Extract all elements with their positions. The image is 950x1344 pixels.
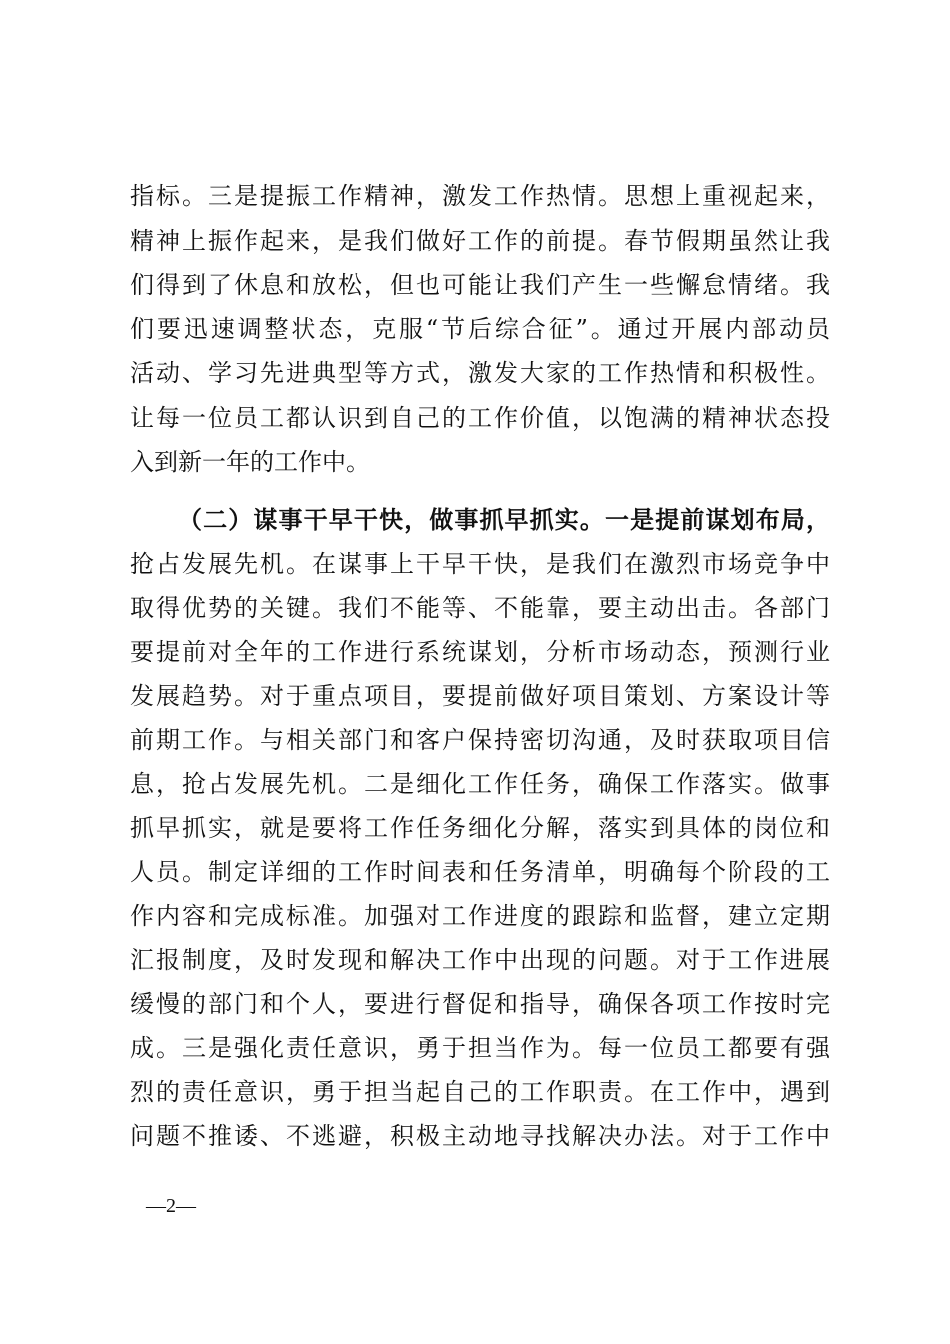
section-heading-line: （二）谋事干早干快，做事抓早抓实。一是提前谋划布局， [178,505,830,534]
body-line: 汇报制度，及时发现和解决工作中出现的问题。对于工作进展 [130,946,830,974]
body-line: 发展趋势。对于重点项目，要提前做好项目策划、方案设计等 [130,682,830,710]
body-line: 前期工作。与相关部门和客户保持密切沟通，及时获取项目信 [130,726,830,754]
body-line: 作内容和完成标准。加强对工作进度的跟踪和监督，建立定期 [130,902,830,930]
body-line: 指标。三是提振工作精神，激发工作热情。思想上重视起来， [130,182,830,210]
body-line: 要提前对全年的工作进行系统谋划，分析市场动态，预测行业 [130,638,830,666]
body-line: 成。三是强化责任意识，勇于担当作为。每一位员工都要有强 [130,1034,830,1062]
body-line: 让每一位员工都认识到自己的工作价值，以饱满的精神状态投 [130,404,830,432]
page-number: —2— [146,1195,196,1217]
body-line: 缓慢的部门和个人，要进行督促和指导，确保各项工作按时完 [130,990,830,1018]
body-line: 人员。制定详细的工作时间表和任务清单，明确每个阶段的工 [130,858,830,886]
body-line: 问题不推诿、不逃避，积极主动地寻找解决办法。对于工作中 [130,1122,830,1150]
body-line: 息，抢占发展先机。二是细化工作任务，确保工作落实。做事 [130,770,830,798]
body-line: 活动、学习先进典型等方式，激发大家的工作热情和积极性。 [130,359,830,387]
body-line: 取得优势的关键。我们不能等、不能靠，要主动出击。各部门 [130,594,830,622]
body-line: 抢占发展先机。在谋事上干早干快，是我们在激烈市场竞争中 [130,550,830,578]
body-line: 抓早抓实，就是要将工作任务细化分解，落实到具体的岗位和 [130,814,830,842]
body-line: 们要迅速调整状态，克服“节后综合征”。通过开展内部动员 [130,315,830,343]
body-line: 烈的责任意识，勇于担当起自己的工作职责。在工作中，遇到 [130,1078,830,1106]
body-line: 入到新一年的工作中。 [130,448,370,476]
body-line: 精神上振作起来，是我们做好工作的前提。春节假期虽然让我 [130,227,830,255]
body-line: 们得到了休息和放松，但也可能让我们产生一些懈怠情绪。我 [130,271,830,299]
